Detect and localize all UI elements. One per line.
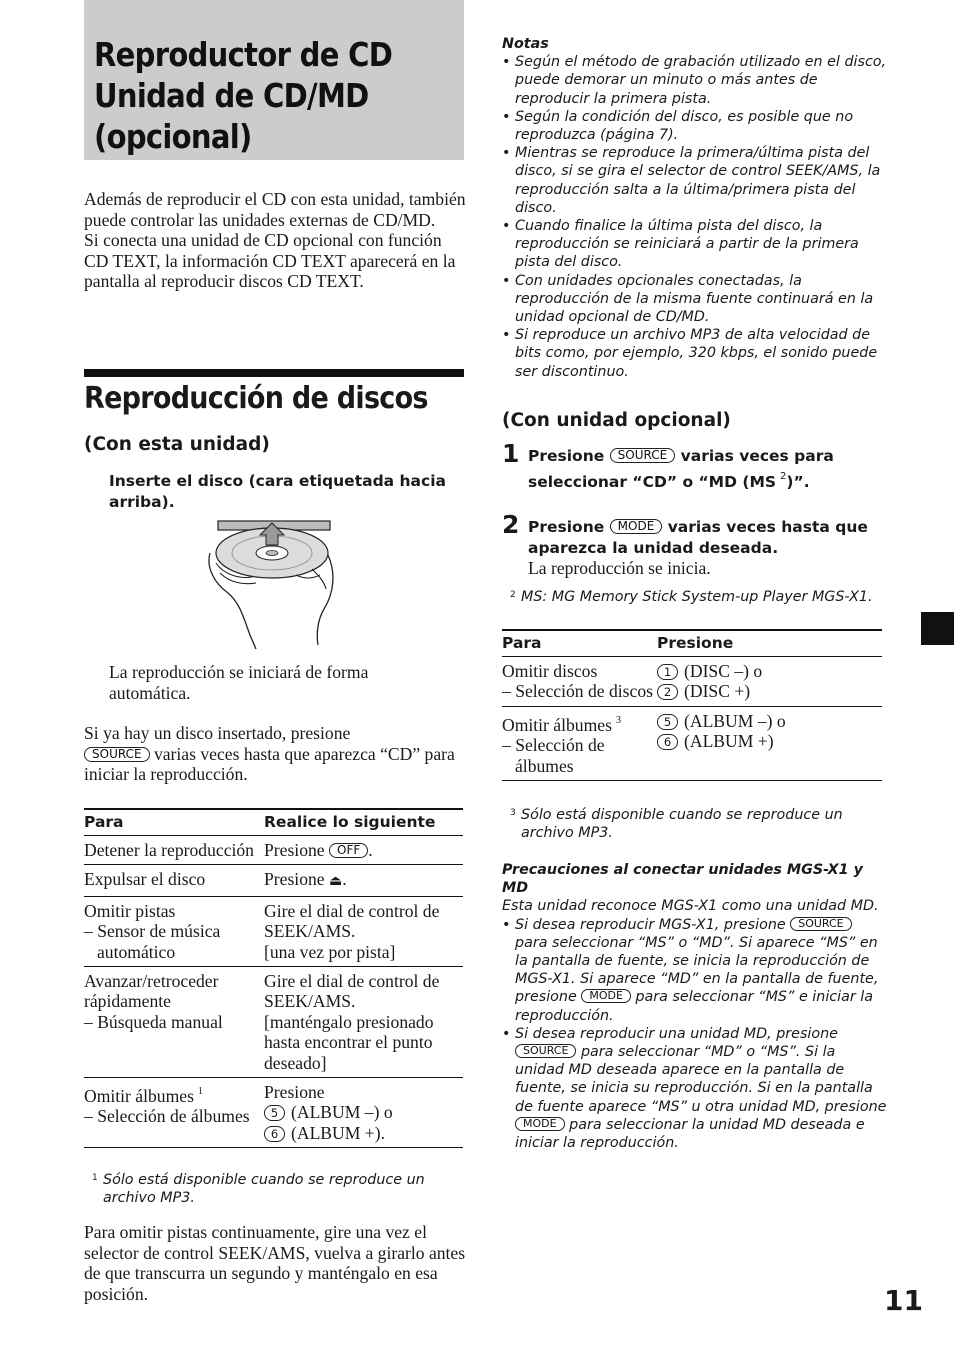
table-cell <box>84 967 264 1078</box>
cell-text: Gire el dial de control de SEEK/AMS. <box>264 971 440 1012</box>
footnote-number: 3 <box>510 808 516 818</box>
disc-insertion-illustration <box>200 515 350 650</box>
footnote-number: 2 <box>510 590 516 600</box>
precautions-heading: Precauciones al conectar unidades MGS-X1 y MD <box>502 862 863 897</box>
footnote-text: Sólo está disponible cuando se reproduce un archivo MP3. <box>521 807 843 842</box>
step-text: varias veces para seleccionar “CD” o “MD (MS <box>528 447 834 491</box>
precautions-block <box>502 861 887 1152</box>
table-cell: Detener la reproducción <box>84 836 264 865</box>
table-row <box>502 657 882 707</box>
table-header-para: Para <box>502 630 657 657</box>
step-2-number: 2 <box>502 510 520 539</box>
if-inserted-b: varias veces hasta que aparezca “CD” para iniciar la reproducción. <box>84 743 455 785</box>
mode-key: MODE <box>610 519 663 534</box>
cell-text: (DISC –) o <box>684 661 763 681</box>
title-line-3: (opcional) <box>94 117 252 156</box>
key-2: 2 <box>657 684 678 700</box>
step-text: Presione <box>528 518 605 536</box>
key-5: 5 <box>264 1105 285 1121</box>
list-item: • Con unidades opcionales conectadas, la reproducción de la misma fuente continuará en la unidad opcional de CD/MD. <box>502 272 887 327</box>
list-text: Si desea reproducir MGS-X1, presione <box>515 916 786 933</box>
cell-text: . <box>342 869 347 890</box>
section-rule <box>84 369 464 377</box>
table-cell <box>264 896 463 966</box>
key-6: 6 <box>264 1126 285 1142</box>
list-item: • Según el método de grabación utilizado en el disco, puede demorar un minuto o más antes de reproducir la primera pista. <box>502 53 887 108</box>
key-5: 5 <box>657 714 678 730</box>
step-2-result: La reproducción se inicia. <box>528 558 711 578</box>
table-cell <box>264 1078 463 1148</box>
table-row <box>84 865 463 896</box>
source-key: SOURCE <box>790 917 851 931</box>
cell-text: Omitir álbumes <box>84 1086 194 1107</box>
section-heading: Reproducción de discos <box>84 381 428 416</box>
cell-text: [manténgalo presionado hasta encontrar el punto deseado] <box>264 1011 434 1073</box>
table-cell <box>657 706 882 780</box>
table-row <box>502 706 882 780</box>
source-key: SOURCE <box>515 1044 576 1058</box>
footnote-2 <box>510 588 890 606</box>
table-cell <box>84 896 264 966</box>
footnote-text: MS: MG Memory Stick System-up Player MGS-X1. <box>521 589 873 605</box>
table-header-action: Realice lo siguiente <box>264 809 463 836</box>
table-cell: Expulsar el disco <box>84 865 264 896</box>
footnote-3 <box>510 806 885 842</box>
list-item: • Cuando finalice la última pista del disco, la reproducción se reiniciará a partir de la primera pista del disco. <box>502 217 887 272</box>
table-row <box>84 896 463 966</box>
optional-unit-table <box>502 629 882 781</box>
footnote-marker: 2 <box>780 470 787 482</box>
title-line-1: Reproductor de CD <box>94 35 393 74</box>
step-2-text <box>528 517 878 558</box>
key-6: 6 <box>657 734 678 750</box>
mode-key: MODE <box>581 989 631 1003</box>
step-text: Presione <box>528 447 605 465</box>
list-item <box>502 1025 887 1152</box>
page-number: 11 <box>884 1284 923 1317</box>
table-row <box>84 967 463 1078</box>
step-text: varias veces hasta que aparezca la unidad deseada. <box>528 518 868 557</box>
list-item: • Mientras se reproduce la primera/última pista del disco, si se gira el selector de control SEEK/AMS, la reproducción salta a la última/primera pista del disco. <box>502 144 887 217</box>
list-item <box>502 916 887 1025</box>
cell-text: (ALBUM +) <box>684 731 774 752</box>
cell-text: (ALBUM –) o <box>291 1102 393 1123</box>
title-banner <box>84 0 464 160</box>
list-text: para seleccionar “MD” o “MS”. Si la unidad MD deseada aparece en la pantalla de fuente, se inicia su reproducción. Si en la pantalla de fuente aparece “MS” u otra unidad MD, presione <box>515 1044 887 1115</box>
intro-paragraph-2: Si conecta una unidad de CD opcional con función CD TEXT, la información CD TEXT aparecerá en la pantalla al reproducir discos CD TEXT. <box>84 230 456 292</box>
footnote-marker: 1 <box>197 1086 203 1098</box>
intro-text <box>84 189 466 292</box>
subheading-optional-unit: (Con unidad opcional) <box>502 410 731 431</box>
table-row <box>84 1078 463 1148</box>
if-inserted-text <box>84 723 466 785</box>
table-cell <box>502 706 657 780</box>
cell-text: Omitir álbumes <box>502 714 612 735</box>
precautions-list <box>502 916 887 1153</box>
table-cell <box>264 836 463 865</box>
cell-text: Presione <box>264 1082 325 1103</box>
key-1: 1 <box>657 664 678 680</box>
precautions-intro: Esta unidad reconoce MGS-X1 como una unidad MD. <box>502 898 879 915</box>
notes-heading: Notas <box>502 36 549 52</box>
cell-text: Presione <box>264 869 325 890</box>
page-title <box>94 34 392 157</box>
table-cell <box>502 657 657 707</box>
auto-play-text: La reproducción se iniciará de forma automática. <box>109 662 369 703</box>
cell-text: – Búsqueda manual <box>84 1011 223 1032</box>
source-key: SOURCE <box>610 448 676 463</box>
table-header-para: Para <box>84 809 264 836</box>
list-item: • Según la condición del disco, es posible que no reproduzca (página 7). <box>502 108 887 144</box>
eject-icon: ⏏ <box>329 873 343 890</box>
cell-text: Omitir discos <box>502 661 598 681</box>
footnote-text: Sólo está disponible cuando se reproduce un archivo MP3. <box>103 1172 425 1207</box>
step-1-text <box>528 446 878 492</box>
list-item: • Si reproduce un archivo MP3 de alta velocidad de bits como, por ejemplo, 320 kbps, el sonido puede ser discontinuo. <box>502 326 887 381</box>
mode-key: MODE <box>515 1117 565 1131</box>
footnote-1 <box>92 1171 462 1207</box>
cell-text: . <box>368 840 373 860</box>
section-tab-marker <box>921 612 954 645</box>
table-cell <box>657 657 882 707</box>
table-row <box>84 836 463 865</box>
list-text: para seleccionar “MS” o “MD”. Si aparece “MS” en la pantalla de fuente, se inicia la reproducción de MGS-X1. Si aparece “MD” en la pantalla de fuente, presione <box>515 934 879 1006</box>
cell-text: Omitir pistas <box>84 900 176 921</box>
list-text: Si desea reproducir una unidad MD, presione <box>515 1025 838 1042</box>
table-header-press: Presione <box>657 630 882 657</box>
insert-instruction: Inserte el disco (cara etiquetada hacia arriba). <box>109 472 446 511</box>
footnote-number: 1 <box>92 1173 98 1183</box>
cell-text: Presione <box>264 840 325 860</box>
title-line-2: Unidad de CD/MD <box>94 76 369 115</box>
cell-text: (ALBUM –) o <box>684 710 786 731</box>
cell-text: Gire el dial de control de SEEK/AMS. <box>264 900 440 942</box>
cell-text: – Selección de álbumes <box>84 1106 250 1127</box>
step-text: )”. <box>786 472 810 491</box>
cell-text: (ALBUM +). <box>291 1122 385 1143</box>
subheading-this-unit: (Con esta unidad) <box>84 434 270 455</box>
intro-paragraph-1: Además de reproducir el CD con esta unidad, también puede controlar las unidades externas de CD/MD. <box>84 189 466 230</box>
if-inserted-a: Si ya hay un disco insertado, presione <box>84 723 351 743</box>
footnote-marker: 3 <box>615 714 621 726</box>
notes-list <box>502 53 887 381</box>
table-cell <box>264 967 463 1078</box>
cell-text: [una vez por pista] <box>264 941 396 962</box>
cell-text: (DISC +) <box>684 681 751 702</box>
cell-text: – Selección de álbumes <box>502 735 605 776</box>
cell-text: Avanzar/retroceder rápidamente <box>84 971 219 1012</box>
list-text: para seleccionar la unidad MD deseada e iniciar la reproducción. <box>515 1116 865 1152</box>
cell-text: – Selección de discos <box>502 681 653 702</box>
operations-table <box>84 808 463 1148</box>
list-text: para seleccionar “MS” e iniciar la reproducción. <box>515 989 874 1024</box>
table-cell <box>264 865 463 896</box>
notes-block <box>502 35 887 381</box>
table-cell <box>84 1078 264 1148</box>
step-1-number: 1 <box>502 439 520 468</box>
off-key: OFF <box>329 843 368 858</box>
continuous-skip-text: Para omitir pistas continuamente, gire una vez el selector de control SEEK/AMS, vuelva a girarlo antes de que transcurra un segundo y manténgalo en esa posición. <box>84 1222 466 1304</box>
source-key: SOURCE <box>84 747 150 762</box>
cell-text: – Sensor de música automático <box>84 921 221 962</box>
